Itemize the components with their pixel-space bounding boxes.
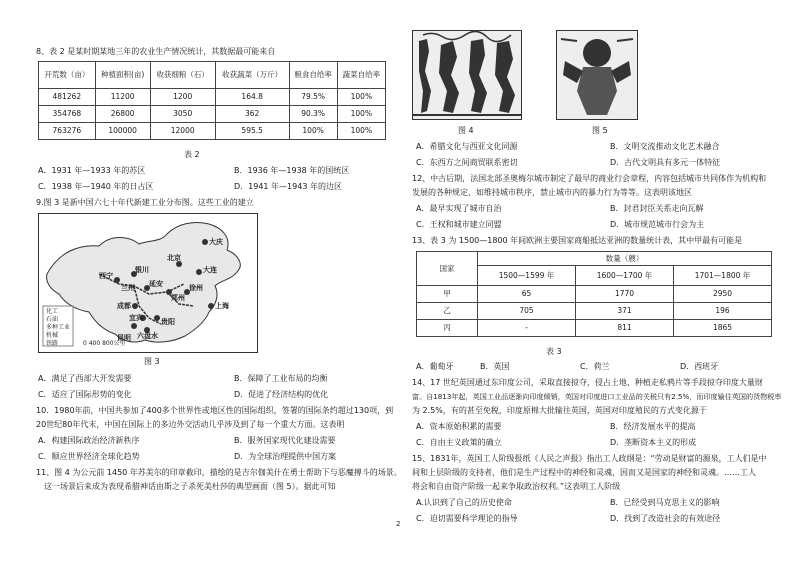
figure-4-seal-image bbox=[412, 30, 522, 120]
table-cell: 丙 bbox=[417, 320, 478, 337]
q14-option-b[interactable]: B．经济发展水平的提高 bbox=[610, 422, 696, 431]
q8-option-b[interactable]: B．1936 年—1938 年的国统区 bbox=[234, 166, 350, 175]
map-scale: 0 400 800公里 bbox=[83, 340, 126, 347]
table-cell: 2950 bbox=[674, 286, 772, 303]
map-label-dalian: 大连 bbox=[203, 266, 217, 274]
legend-item: 多种工业 bbox=[46, 324, 71, 332]
table-3 bbox=[416, 251, 772, 337]
q9-stem: 9.图 3 是新中国六七十年代新建工业分布图。这些工业的建立 bbox=[36, 198, 254, 207]
table-header: 种植面积(亩) bbox=[95, 62, 150, 89]
q15-option-d[interactable]: D．找到了改造社会的有效途径 bbox=[610, 514, 721, 523]
table-cell: 763276 bbox=[39, 123, 96, 140]
figure-5-vase-image bbox=[556, 30, 638, 120]
q10-line-1: 10．1980年前，中国共参加了400多个世界性或地区性的国际组织，签署的国际条约超过130项，到 bbox=[36, 406, 394, 415]
table-cell: 12000 bbox=[150, 123, 215, 140]
map-label-shanghai: 上海 bbox=[215, 302, 229, 310]
table-header: 蔬菜自给率 bbox=[337, 62, 385, 89]
table-3-caption: 表 3 bbox=[546, 347, 562, 356]
figure-4-caption: 图 4 bbox=[458, 126, 474, 135]
table-cell: - bbox=[478, 320, 576, 337]
table-cell: 65 bbox=[478, 286, 576, 303]
table-cell: 1770 bbox=[576, 286, 674, 303]
legend-item: 石油 bbox=[46, 316, 59, 324]
q15-option-a[interactable]: A.认识到了自己的历史使命 bbox=[416, 498, 512, 507]
q9-option-d[interactable]: D．促进了经济结构的优化 bbox=[234, 390, 329, 399]
greek-vase-painting-drawing bbox=[557, 31, 637, 119]
map-label-daqing: 大庆 bbox=[209, 238, 223, 246]
q14-option-d[interactable]: D．垄断资本主义的形成 bbox=[610, 438, 697, 447]
table-cell: 100% bbox=[337, 106, 385, 123]
q13-option-b[interactable]: B．英国 bbox=[480, 362, 510, 371]
q12-option-b[interactable]: B．封君封臣关系走向瓦解 bbox=[610, 204, 704, 213]
q14-line-3: 为 2.5%，有的甚至免税，印度原棉大批输往英国，英国对印度殖民的方式变化源于 bbox=[412, 406, 707, 415]
legend-item: 铁路 bbox=[46, 340, 59, 348]
table-cell: 100000 bbox=[95, 123, 150, 140]
q11-option-b[interactable]: B．文明交流推动文化艺术融合 bbox=[610, 142, 720, 151]
map-label-liupanshui: 六盘水 bbox=[137, 332, 158, 340]
q10-line-2: 20世纪80年代末，中国在国际上的多边外交活动几乎涉及到了每一个重大方面。这表明 bbox=[36, 420, 345, 429]
q15-line-2: 间和上层阶级的支持者，他们是生产过程中的神经和灵魂，因而又是国家的神经和灵魂。……工人 bbox=[412, 468, 756, 477]
q11-line-2: 这一场景后来成为表现希腊神话由斯之子杀死美杜莎的典型画面（图 5）。据此可知 bbox=[44, 482, 336, 491]
q13-stem: 13、表 3 为 1500—1800 年间欧洲主要国家商船抵达亚洲的数量统计表，其中甲最有可能是 bbox=[412, 236, 743, 245]
page-number: 2 bbox=[396, 520, 401, 528]
figure-3-caption: 图 3 bbox=[144, 357, 160, 366]
table-row bbox=[417, 320, 772, 337]
map-label-chengdu: 成都 bbox=[117, 302, 131, 310]
table-header-period: 1500—1599 年 bbox=[478, 266, 576, 286]
industry-map bbox=[38, 213, 258, 353]
table-cell: 481262 bbox=[39, 89, 96, 106]
table-cell: 26800 bbox=[95, 106, 150, 123]
q13-option-c[interactable]: C．荷兰 bbox=[580, 362, 610, 371]
q15-option-c[interactable]: C．迫切需要科学理论的指导 bbox=[416, 514, 518, 523]
table-row bbox=[39, 89, 386, 106]
table-cell: 1200 bbox=[150, 89, 215, 106]
q10-option-c[interactable]: C．顺应世界经济全球化趋势 bbox=[38, 452, 140, 461]
table-header-period: 1701—1800 年 bbox=[674, 266, 772, 286]
table-cell: 79.5% bbox=[289, 89, 337, 106]
q14-option-a[interactable]: A．资本原始积累的需要 bbox=[416, 422, 502, 431]
q13-option-d[interactable]: D．西班牙 bbox=[680, 362, 719, 371]
table-row bbox=[39, 106, 386, 123]
table-cell: 354768 bbox=[39, 106, 96, 123]
table-cell: 11200 bbox=[95, 89, 150, 106]
q8-option-a[interactable]: A．1931 年—1933 年的苏区 bbox=[38, 166, 146, 175]
seal-impression-drawing bbox=[413, 31, 521, 119]
table-cell: 1865 bbox=[674, 320, 772, 337]
q15-option-b[interactable]: B．已经受到马克思主义的影响 bbox=[610, 498, 720, 507]
map-label-yibin: 宜宾 bbox=[129, 314, 143, 322]
map-label-zhengzhou: 郑州 bbox=[171, 294, 185, 302]
q10-option-a[interactable]: A．构建国际政治经济新秩序 bbox=[38, 436, 140, 445]
q15-line-3: 将会和自由资产阶级一起来争取政治权利。”这表明工人阶级 bbox=[412, 482, 621, 491]
q15-line-1: 15、1831年，英国工人阶级报纸《人民之声报》指出工人政纲是：“劳动是财富的源泉，工人们是中 bbox=[412, 454, 767, 463]
q11-line-1: 11、图 4 为公元前 1450 年苏美尔的印章截印，描绘的是吉尔伽美什在勇士帮助下与恶魔搏斗的场景。 bbox=[36, 468, 402, 477]
map-label-xining: 西宁 bbox=[99, 272, 113, 280]
q10-option-d[interactable]: D．为全球治理提供中国方案 bbox=[234, 452, 337, 461]
table-cell: 甲 bbox=[417, 286, 478, 303]
table-row bbox=[417, 303, 772, 320]
q12-option-a[interactable]: A．最早实现了城市自治 bbox=[416, 204, 502, 213]
legend-item: 机械 bbox=[46, 332, 59, 340]
map-label-yinchuan: 银川 bbox=[135, 266, 149, 274]
table-header: 粮食自给率 bbox=[289, 62, 337, 89]
table-2 bbox=[38, 61, 386, 140]
q10-option-b[interactable]: B．服务国家现代化建设需要 bbox=[234, 436, 336, 445]
q14-line-2: 富。自1813年起，英国工业品逐渐向印度倾销，英国对印度进口工业品的关税只有2.5%，而印度输往英国的货物税率 bbox=[412, 392, 782, 401]
table-row bbox=[417, 286, 772, 303]
figure-5-caption: 图 5 bbox=[592, 126, 608, 135]
map-legend bbox=[46, 308, 70, 348]
q11-option-a[interactable]: A．希腊文化与西亚文化同源 bbox=[416, 142, 518, 151]
table-cell: 100% bbox=[289, 123, 337, 140]
table-header-country: 国家 bbox=[417, 252, 478, 286]
q12-line-2: 发展的各种规定，如维持城市秩序，禁止城市内的暴力行为等等。这表明该地区 bbox=[412, 188, 692, 197]
q9-option-c[interactable]: C．适应了国际形势的变化 bbox=[38, 390, 132, 399]
table-cell: 371 bbox=[576, 303, 674, 320]
q8-option-d[interactable]: D．1941 年—1943 年的边区 bbox=[234, 182, 342, 191]
table-cell: 595.5 bbox=[215, 123, 289, 140]
table-cell: 196 bbox=[674, 303, 772, 320]
table-cell: 100% bbox=[337, 89, 385, 106]
table-cell: 362 bbox=[215, 106, 289, 123]
q11-option-c[interactable]: C．东西方之间商贸联系密切 bbox=[416, 158, 518, 167]
table-cell: 811 bbox=[576, 320, 674, 337]
q12-line-1: 12、中古后期，法国北部圣奥梅尔城市制定了最早的商业行会章程，内容包括城市共同体作为机构和 bbox=[412, 174, 767, 183]
table-header-count: 数量（艘） bbox=[478, 252, 772, 266]
q13-option-a[interactable]: A．葡萄牙 bbox=[416, 362, 454, 371]
table-cell: 705 bbox=[478, 303, 576, 320]
table-header-period: 1600—1700 年 bbox=[576, 266, 674, 286]
q14-option-c[interactable]: C．自由主义政策的确立 bbox=[416, 438, 502, 447]
table-cell: 90.3% bbox=[289, 106, 337, 123]
map-label-beijing: 北京 bbox=[167, 254, 181, 262]
table-cell: 164.8 bbox=[215, 89, 289, 106]
map-label-kunming: 昆明 bbox=[117, 334, 131, 342]
map-label-guiyang: 贵阳 bbox=[161, 318, 175, 326]
table-cell: 3050 bbox=[150, 106, 215, 123]
map-label-yanan: 延安 bbox=[149, 280, 163, 288]
table-header: 收获蔬菜（万斤） bbox=[215, 62, 289, 89]
legend-item: 化工 bbox=[46, 308, 59, 315]
table-header: 开荒数（亩） bbox=[39, 62, 96, 89]
map-label-lanzhou: 兰州 bbox=[121, 284, 135, 292]
q9-option-b[interactable]: B．保障了工业布局的均衡 bbox=[234, 374, 328, 383]
map-label-xuzhou: 徐州 bbox=[189, 284, 203, 292]
q12-option-d[interactable]: D．城市规范城市行会为主 bbox=[610, 220, 705, 229]
table-header: 收获细粮（石） bbox=[150, 62, 215, 89]
q8-stem: 8、表 2 是某时期某地三年的农业生产情况统计，其数据最可能来自 bbox=[36, 47, 276, 56]
q11-option-d[interactable]: D．古代文明具有多元一体特征 bbox=[610, 158, 721, 167]
q12-option-c[interactable]: C．王权和城市建立同盟 bbox=[416, 220, 502, 229]
table-cell: 100% bbox=[337, 123, 385, 140]
q8-option-c[interactable]: C．1938 年—1940 年的日占区 bbox=[38, 182, 154, 191]
table-2-caption: 表 2 bbox=[184, 150, 200, 159]
q9-option-a[interactable]: A．满足了西部大开发需要 bbox=[38, 374, 132, 383]
q14-line-1: 14、17 世纪英国通过东印度公司，采取直接掠夺，侵占土地、种植走私鸦片等手段掠夺印度大量财 bbox=[412, 378, 763, 387]
table-row bbox=[39, 123, 386, 140]
table-cell: 乙 bbox=[417, 303, 478, 320]
